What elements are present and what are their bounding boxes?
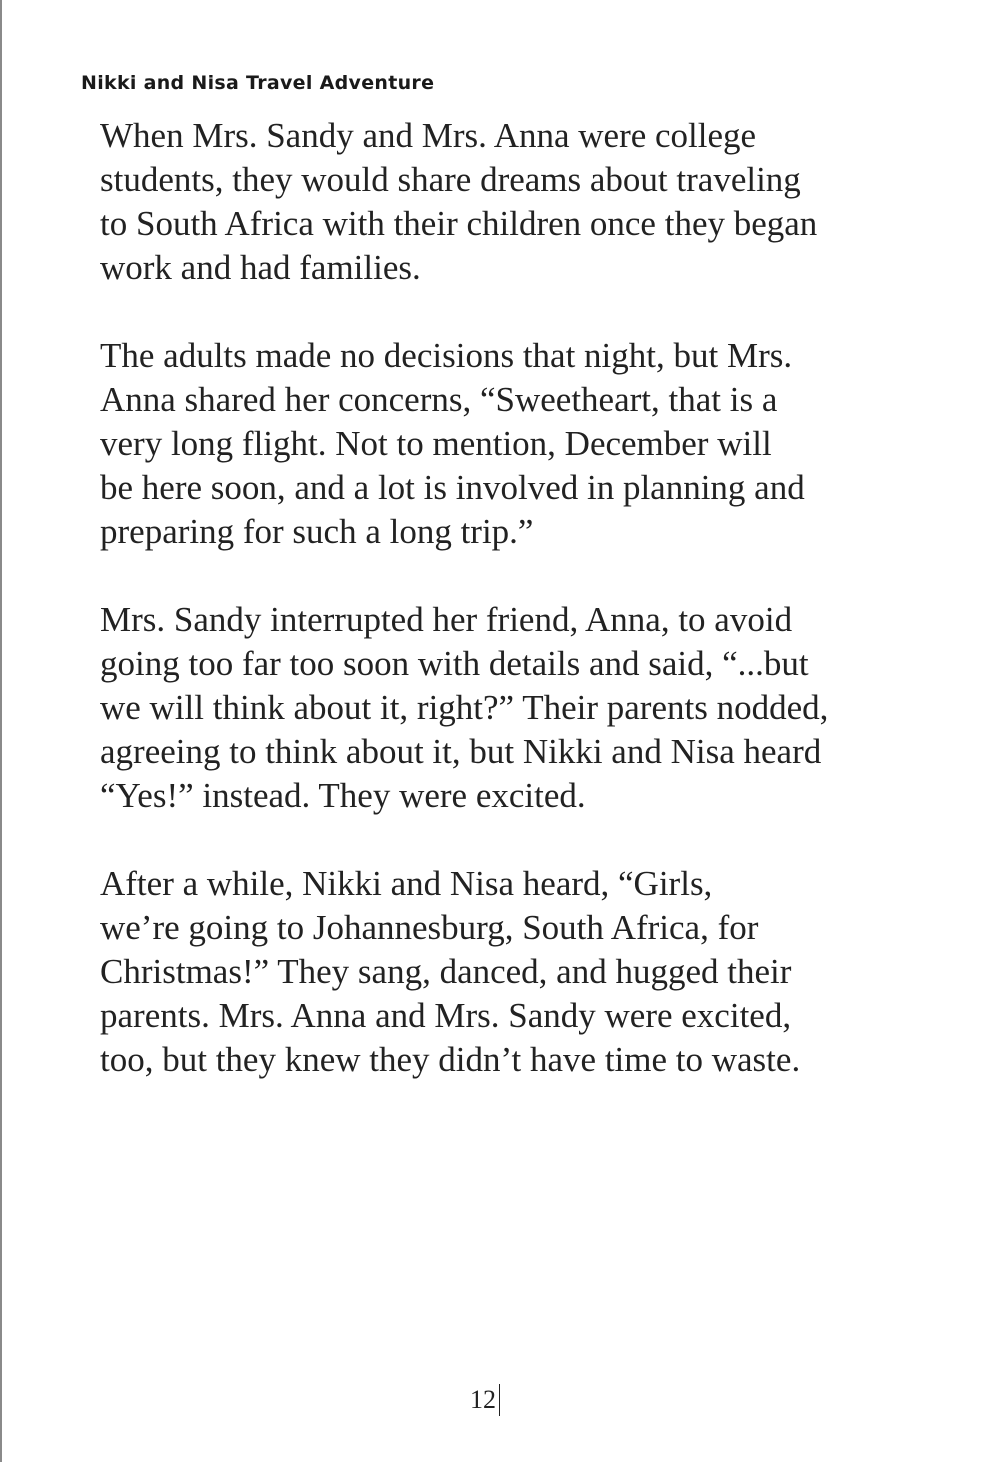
text-line: work and had families. bbox=[100, 248, 421, 287]
body-text bbox=[100, 114, 900, 1126]
paragraph-3 bbox=[100, 598, 900, 818]
text-line: “Yes!” instead. They were excited. bbox=[100, 776, 586, 815]
paragraph-2 bbox=[100, 334, 900, 554]
text-line: very long flight. Not to mention, December will bbox=[100, 424, 772, 463]
text-line: agreeing to think about it, but Nikki and Nisa heard bbox=[100, 732, 822, 771]
running-header: Nikki and Nisa Travel Adventure bbox=[81, 72, 435, 94]
text-line: be here soon, and a lot is involved in planning and bbox=[100, 468, 805, 507]
text-line: Mrs. Sandy interrupted her friend, Anna, to avoid bbox=[100, 600, 793, 639]
text-line: to South Africa with their children once they began bbox=[100, 204, 818, 243]
page-edge-rule bbox=[0, 0, 2, 1462]
text-line: we’re going to Johannesburg, South Africa, for bbox=[100, 908, 759, 947]
text-line: After a while, Nikki and Nisa heard, “Girls, bbox=[100, 864, 713, 903]
text-line: going too far too soon with details and said, “...but bbox=[100, 644, 809, 683]
text-line: too, but they knew they didn’t have time to waste. bbox=[100, 1040, 801, 1079]
paragraph-1 bbox=[100, 114, 900, 290]
paragraph-4 bbox=[100, 862, 900, 1082]
text-line: Christmas!” They sang, danced, and hugged their bbox=[100, 952, 792, 991]
text-line: The adults made no decisions that night, but Mrs. bbox=[100, 336, 793, 375]
text-line: parents. Mrs. Anna and Mrs. Sandy were excited, bbox=[100, 996, 792, 1035]
page-number: 12 bbox=[470, 1384, 500, 1416]
text-line: When Mrs. Sandy and Mrs. Anna were college bbox=[100, 116, 757, 155]
text-line: Anna shared her concerns, “Sweetheart, that is a bbox=[100, 380, 778, 419]
text-line: preparing for such a long trip.” bbox=[100, 512, 534, 551]
text-line: we will think about it, right?” Their parents nodded, bbox=[100, 688, 829, 727]
text-line: students, they would share dreams about traveling bbox=[100, 160, 801, 199]
